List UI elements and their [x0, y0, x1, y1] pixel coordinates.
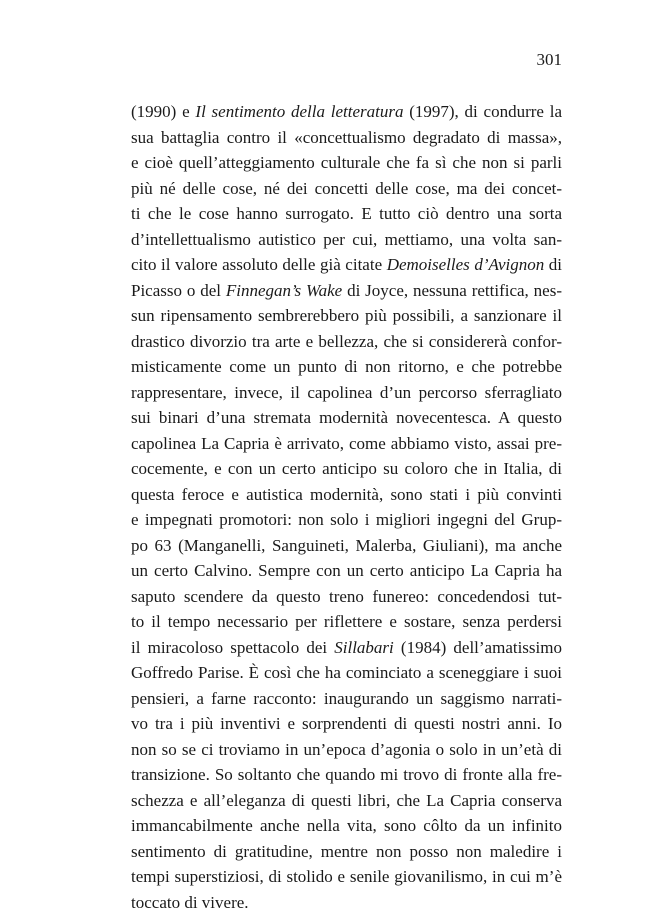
italic-title: Il sentimento della letteratura: [195, 102, 404, 121]
text-line: [131, 252, 562, 278]
text-run: rappresentare, invece, il capolinea d’un percorso sferragliato: [131, 382, 562, 402]
text-run: schezza e all’eleganza di questi libri, che La Capria conserva: [131, 790, 562, 810]
text-run: più né delle cose, né dei concetti delle cose, ma dei concet-: [131, 178, 562, 198]
text-run: ti che le cose hanno surrogato. E tutto ciò dentro una sorta: [131, 204, 562, 223]
text-line: [131, 329, 562, 355]
italic-title: Demoiselles d’Avignon: [386, 255, 545, 274]
body-text: [131, 99, 562, 915]
text-run: d’intellettualismo autistico per cui, mettiamo, una volta san-: [131, 229, 562, 249]
text-run: di: [544, 255, 563, 274]
text-line: [131, 99, 562, 125]
text-run: misticamente come un punto di non ritorno, e che potrebbe: [131, 357, 562, 376]
text-run: sentimento di gratitudine, mentre non posso non maledire i: [131, 841, 562, 861]
text-run: questa feroce e autistica modernità, sono stati i più convinti: [131, 484, 562, 504]
text-run: cocemente, e con un certo anticipo su coloro che in Italia, di: [131, 459, 562, 478]
text-line: [131, 813, 562, 839]
text-run: un certo Calvino. Sempre con un certo anticipo La Capria ha: [131, 561, 562, 580]
text-line: [131, 788, 562, 814]
text-run: di Joyce, nessuna rettifica, nes-: [342, 280, 562, 300]
text-line: [131, 558, 562, 584]
text-line: [131, 584, 562, 610]
text-line: [131, 303, 562, 329]
text-run: transizione. So soltanto che quando mi trovo di fronte alla fre-: [131, 765, 562, 784]
text-line: [131, 354, 562, 380]
text-run: toccato di vivere.: [131, 892, 249, 912]
text-run: pensieri, a farne racconto: inaugurando un saggismo narrati-: [131, 688, 562, 708]
text-line: [131, 609, 562, 635]
text-run: sun ripensamento sembrerebbero più possibili, a sanzionare il: [131, 306, 562, 325]
text-line: [131, 380, 562, 406]
italic-title: Sillabari: [334, 637, 394, 657]
text-run: sui binari d’una stremata modernità novecentesca. A questo: [131, 408, 562, 427]
text-line: [131, 660, 562, 686]
text-run: to il tempo necessario per riflettere e sostare, senza perdersi: [131, 612, 562, 631]
text-line: [131, 533, 562, 559]
page-number: 301: [536, 50, 562, 69]
text-line: [131, 150, 562, 176]
text-line: [131, 278, 562, 304]
text-line: [131, 762, 562, 788]
text-line: [131, 864, 562, 890]
italic-title: Finnegan’s Wake: [225, 280, 343, 300]
text-run: immancabilmente anche nella vita, sono côlto da un infinito: [131, 816, 562, 835]
text-line: [131, 507, 562, 533]
text-run: tempi superstiziosi, di stolido e senile giovanilismo, in cui m’è: [131, 867, 562, 886]
text-line: [131, 201, 562, 227]
text-run: sua battaglia contro il «concettualismo degradato di massa»,: [131, 127, 562, 147]
text-run: drastico divorzio tra arte e bellezza, che si considererà confor-: [131, 331, 562, 351]
text-line: [131, 737, 562, 763]
text-run: po 63 (Manganelli, Sanguineti, Malerba, Giuliani), ma anche: [131, 535, 562, 555]
text-line: [131, 635, 562, 661]
text-line: [131, 431, 562, 457]
text-line: [131, 456, 562, 482]
text-run: (1997), di condurre la: [403, 102, 562, 121]
text-run: il miracoloso spettacolo dei: [131, 637, 335, 657]
text-run: Goffredo Parise. È così che ha cominciato a sceneggiare i suoi: [131, 663, 562, 682]
text-line: [131, 482, 562, 508]
text-run: (1984) dell’amatissimo: [393, 637, 562, 657]
text-line: [131, 686, 562, 712]
text-line: [131, 405, 562, 431]
text-line: [131, 176, 562, 202]
text-run: non so se ci troviamo in un’epoca d’agonia o solo in un’età di: [131, 739, 562, 759]
text-run: vo tra i più inventivi e sorprendenti di questi nostri anni. Io: [131, 714, 562, 733]
text-line: [131, 125, 562, 151]
text-run: cito il valore assoluto delle già citate: [131, 255, 387, 274]
text-line: [131, 711, 562, 737]
text-run: e impegnati promotori: non solo i migliori ingegni del Grup-: [131, 510, 562, 529]
text-run: (1990) e: [131, 102, 196, 121]
text-line: [131, 839, 562, 865]
text-run: e cioè quell’atteggiamento culturale che fa sì che non si parli: [131, 153, 562, 172]
text-line: [131, 890, 562, 916]
text-run: capolinea La Capria è arrivato, come abbiamo visto, assai pre-: [131, 433, 562, 453]
text-run: saputo scendere da questo treno funereo: concedendosi tut-: [131, 586, 562, 606]
text-run: Picasso o del: [131, 280, 226, 300]
text-line: [131, 227, 562, 253]
